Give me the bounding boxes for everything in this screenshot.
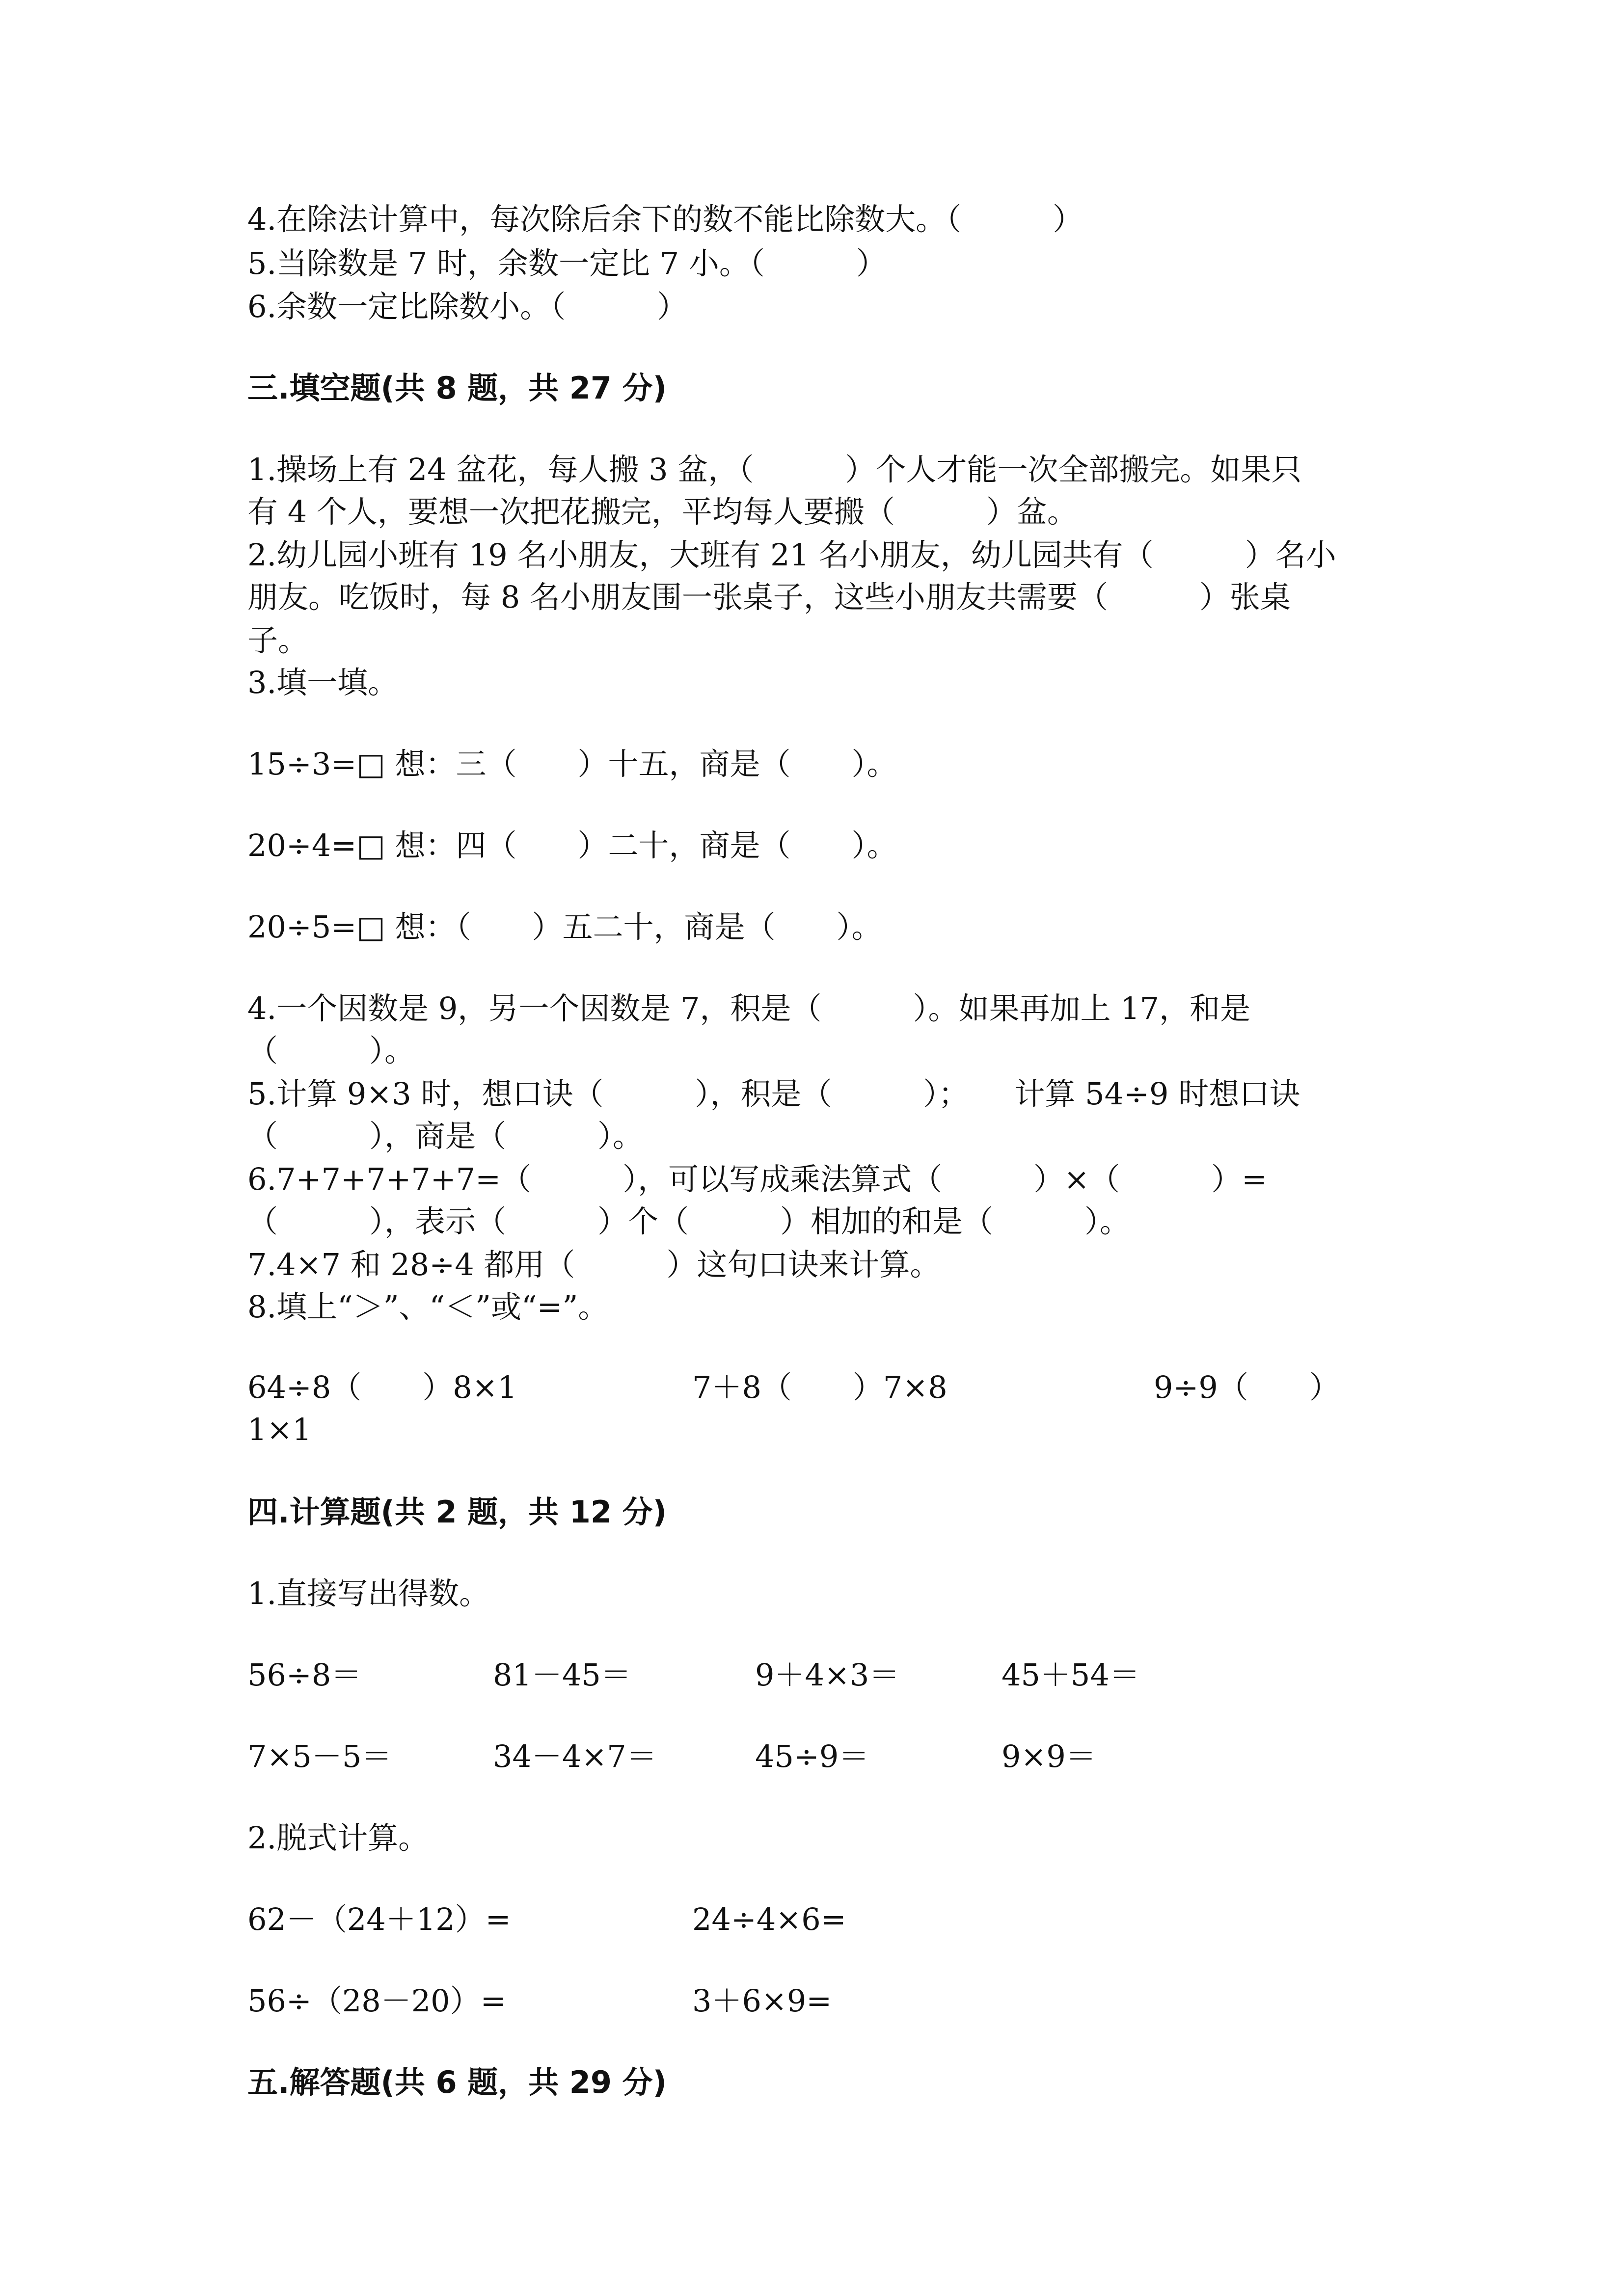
compare-item-3-right: 1×1 [247,1412,312,1447]
fill-question-7: 7.4×7 和 28÷4 都用（ ）这句口诀来计算。 [247,1247,941,1282]
fill-question-6-line-1: 6.7+7+7+7+7=（ ），可以写成乘法算式（ ）×（ ）= [247,1161,1268,1197]
calc-question-2-label: 2.脱式计算。 [247,1820,429,1856]
calc-item: 45÷9＝ [755,1738,869,1774]
step-calc-item: 62－（24＋12）= [247,1901,511,1937]
fill-question-3-item-1: 15÷3=□ 想：三（ ）十五，商是（ ）。 [247,746,897,782]
calc-question-1-label: 1.直接写出得数。 [247,1575,490,1611]
fill-question-4-line-2: （ ）。 [247,1033,415,1068]
fill-question-1-line-1: 1.操场上有 24 盆花，每人搬 3 盆，（ ）个人才能一次全部搬完。如果只 [247,452,1302,487]
fill-question-1-line-2: 有 4 个人，要想一次把花搬完，平均每人要搬（ ）盆。 [247,494,1078,530]
section-4-heading: 四.计算题(共 2 题，共 12 分) [247,1494,667,1530]
calc-item: 45＋54＝ [1001,1657,1140,1693]
section-3-heading: 三.填空题(共 8 题，共 27 分) [247,370,667,406]
fill-question-2-line-2: 朋友。吃饭时，每 8 名小朋友围一张桌子，这些小朋友共需要（ ）张桌 [247,579,1291,615]
calc-item: 9×9＝ [1001,1738,1096,1774]
fill-question-5-line-1: 5.计算 9×3 时，想口诀（ ），积是（ ）； 计算 54÷9 时想口诀 [247,1076,1300,1112]
step-calc-item: 56÷（28－20）= [247,1983,506,2019]
judgement-question-5: 5.当除数是 7 时，余数一定比 7 小。（ ） [247,245,887,281]
calc-item: 81－45＝ [493,1657,631,1693]
fill-question-2-line-1: 2.幼儿园小班有 19 名小朋友，大班有 21 名小朋友，幼儿园共有（ ）名小 [247,537,1336,573]
compare-item-2: 7＋8（ ）7×8 [692,1369,947,1405]
fill-question-3-item-2: 20÷4=□ 想：四（ ）二十，商是（ ）。 [247,828,897,863]
compare-item-3: 9÷9（ ） [1154,1369,1340,1405]
section-5-heading: 五.解答题(共 6 题，共 29 分) [247,2064,667,2100]
fill-question-5-line-2: （ ），商是（ ）。 [247,1118,644,1154]
fill-question-3-label: 3.填一填。 [247,665,399,700]
step-calc-item: 3＋6×9= [692,1983,832,2019]
fill-question-3-item-3: 20÷5=□ 想：（ ）五二十，商是（ ）。 [247,909,882,945]
fill-question-8-label: 8.填上“＞”、“＜”或“=”。 [247,1289,609,1325]
fill-question-4-line-1: 4.一个因数是 9，另一个因数是 7，积是（ ）。如果再加上 17，和是 [247,990,1251,1026]
calc-item: 34－4×7＝ [493,1738,657,1774]
calc-item: 7×5－5＝ [247,1738,392,1774]
calc-item: 9＋4×3＝ [755,1657,900,1693]
fill-question-2-line-3: 子。 [247,622,309,658]
judgement-question-6: 6.余数一定比除数小。（ ） [247,289,688,324]
compare-item-1: 64÷8（ ）8×1 [247,1369,517,1405]
judgement-question-4: 4.在除法计算中，每次除后余下的数不能比除数大。（ ） [247,201,1083,237]
step-calc-item: 24÷4×6= [692,1901,846,1937]
calc-item: 56÷8＝ [247,1657,362,1693]
fill-question-6-line-2: （ ），表示（ ）个（ ）相加的和是（ ）。 [247,1203,1131,1239]
